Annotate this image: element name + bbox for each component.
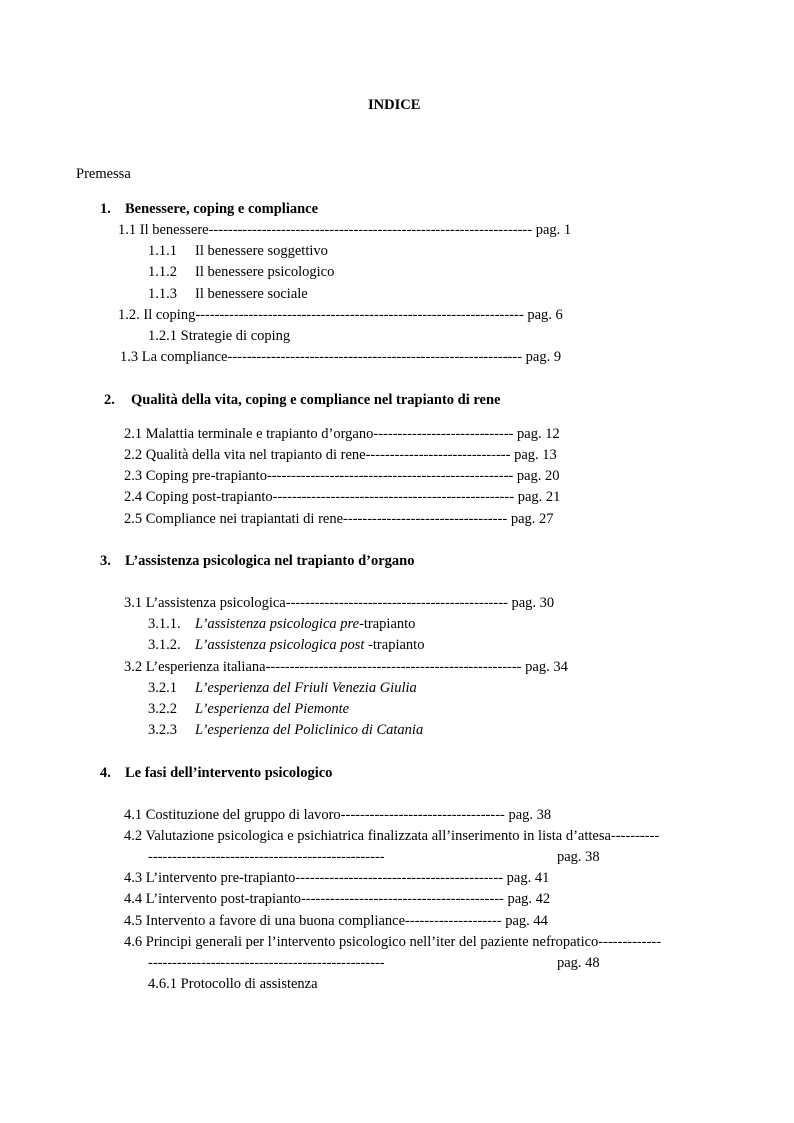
- chapter-title: L’assistenza psicologica nel trapianto d’organo: [125, 553, 415, 569]
- toc-entry-4-2-continuation: -------------------------------------------------: [148, 849, 385, 865]
- toc-entry-1-2: 1.2. Il coping-------------------------------------------------------------------- pag. 6: [118, 307, 563, 323]
- chapter-4-heading: [100, 764, 332, 782]
- toc-entry-3-2: 3.2 L’esperienza italiana----------------------------------------------------- pag. 34: [124, 659, 568, 675]
- toc-entry: 2.4 Coping post-trapianto-------------------------------------------------- pag. 21: [124, 489, 561, 505]
- toc-entry-1-1-1: 1.1.1 Il benessere soggettivo: [148, 243, 328, 259]
- toc-entry-1-2-1: 1.2.1 Strategie di coping: [148, 328, 291, 344]
- toc-entry-1-1: 1.1 Il benessere------------------------------------------------------------------- pag. 1: [118, 222, 572, 238]
- premessa: Premessa: [76, 166, 131, 182]
- page-title: INDICE: [368, 97, 421, 113]
- chapter-title: Le fasi dell’intervento psicologico: [125, 765, 333, 781]
- toc-entry-1-1-2: 1.1.2 Il benessere psicologico: [148, 264, 335, 280]
- chapter-number: 4.: [100, 765, 111, 781]
- chapter-1-heading: [100, 200, 318, 218]
- toc-entry-1-1-3: 1.1.3 Il benessere sociale: [148, 286, 308, 302]
- toc-entry-4-6-continuation: -------------------------------------------------: [148, 955, 385, 971]
- toc-entry-4-3: 4.3 L’intervento pre-trapianto------------------------------------------- pag. 41: [124, 870, 550, 886]
- chapter-number: 2.: [104, 392, 115, 408]
- toc-entry-3-2-3: 3.2.3 L’esperienza del Policlinico di Catania: [148, 722, 424, 738]
- chapter-number: 3.: [100, 553, 111, 569]
- toc-entry-4-4: 4.4 L’intervento post-trapianto------------------------------------------ pag. 42: [124, 891, 551, 907]
- toc-entry-4-5: 4.5 Intervento a favore di una buona compliance-------------------- pag. 44: [124, 913, 548, 929]
- chapter-title: Benessere, coping e compliance: [125, 201, 319, 217]
- toc-entry-4-2: 4.2 Valutazione psicologica e psichiatrica finalizzata all’inserimento in lista d’attesa----------: [124, 828, 660, 844]
- chapter-number: 1.: [100, 201, 111, 217]
- chapter-3-heading: [100, 552, 414, 570]
- toc-entry-4-6-1: 4.6.1 Protocollo di assistenza: [148, 976, 318, 992]
- chapter-2-heading: [104, 391, 500, 409]
- toc-entry-3-1-1: 3.1.1. L’assistenza psicologica pre-trapianto: [148, 616, 416, 632]
- toc-entry-4-2-page: pag. 38: [557, 849, 600, 865]
- chapter-title: Qualità della vita, coping e compliance nel trapianto di rene: [131, 392, 501, 408]
- toc-entry: 2.1 Malattia terminale e trapianto d’organo----------------------------- pag. 12: [124, 426, 560, 442]
- toc-entry: 2.3 Coping pre-trapianto--------------------------------------------------- pag. 20: [124, 468, 560, 484]
- toc-entry-1-3: 1.3 La compliance------------------------------------------------------------- pag. 9: [120, 349, 562, 365]
- toc-entry-4-6-page: pag. 48: [557, 955, 600, 971]
- toc-entry-4-6: 4.6 Principi generali per l’intervento psicologico nell’iter del paziente nefropatico-------------: [124, 934, 662, 950]
- toc-entry: 2.5 Compliance nei trapiantati di rene---------------------------------- pag. 27: [124, 511, 554, 527]
- toc-entry-3-2-2: 3.2.2 L’esperienza del Piemonte: [148, 701, 350, 717]
- toc-entry-3-1-2: 3.1.2. L’assistenza psicologica post -trapianto: [148, 637, 425, 653]
- toc-entry: 2.2 Qualità della vita nel trapianto di rene------------------------------ pag. 13: [124, 447, 557, 463]
- toc-entry-4-1: 4.1 Costituzione del gruppo di lavoro---------------------------------- pag. 38: [124, 807, 552, 823]
- toc-entry-3-1: 3.1 L’assistenza psicologica---------------------------------------------- pag. 30: [124, 595, 555, 611]
- toc-entry-3-2-1: 3.2.1 L’esperienza del Friuli Venezia Giulia: [148, 680, 417, 696]
